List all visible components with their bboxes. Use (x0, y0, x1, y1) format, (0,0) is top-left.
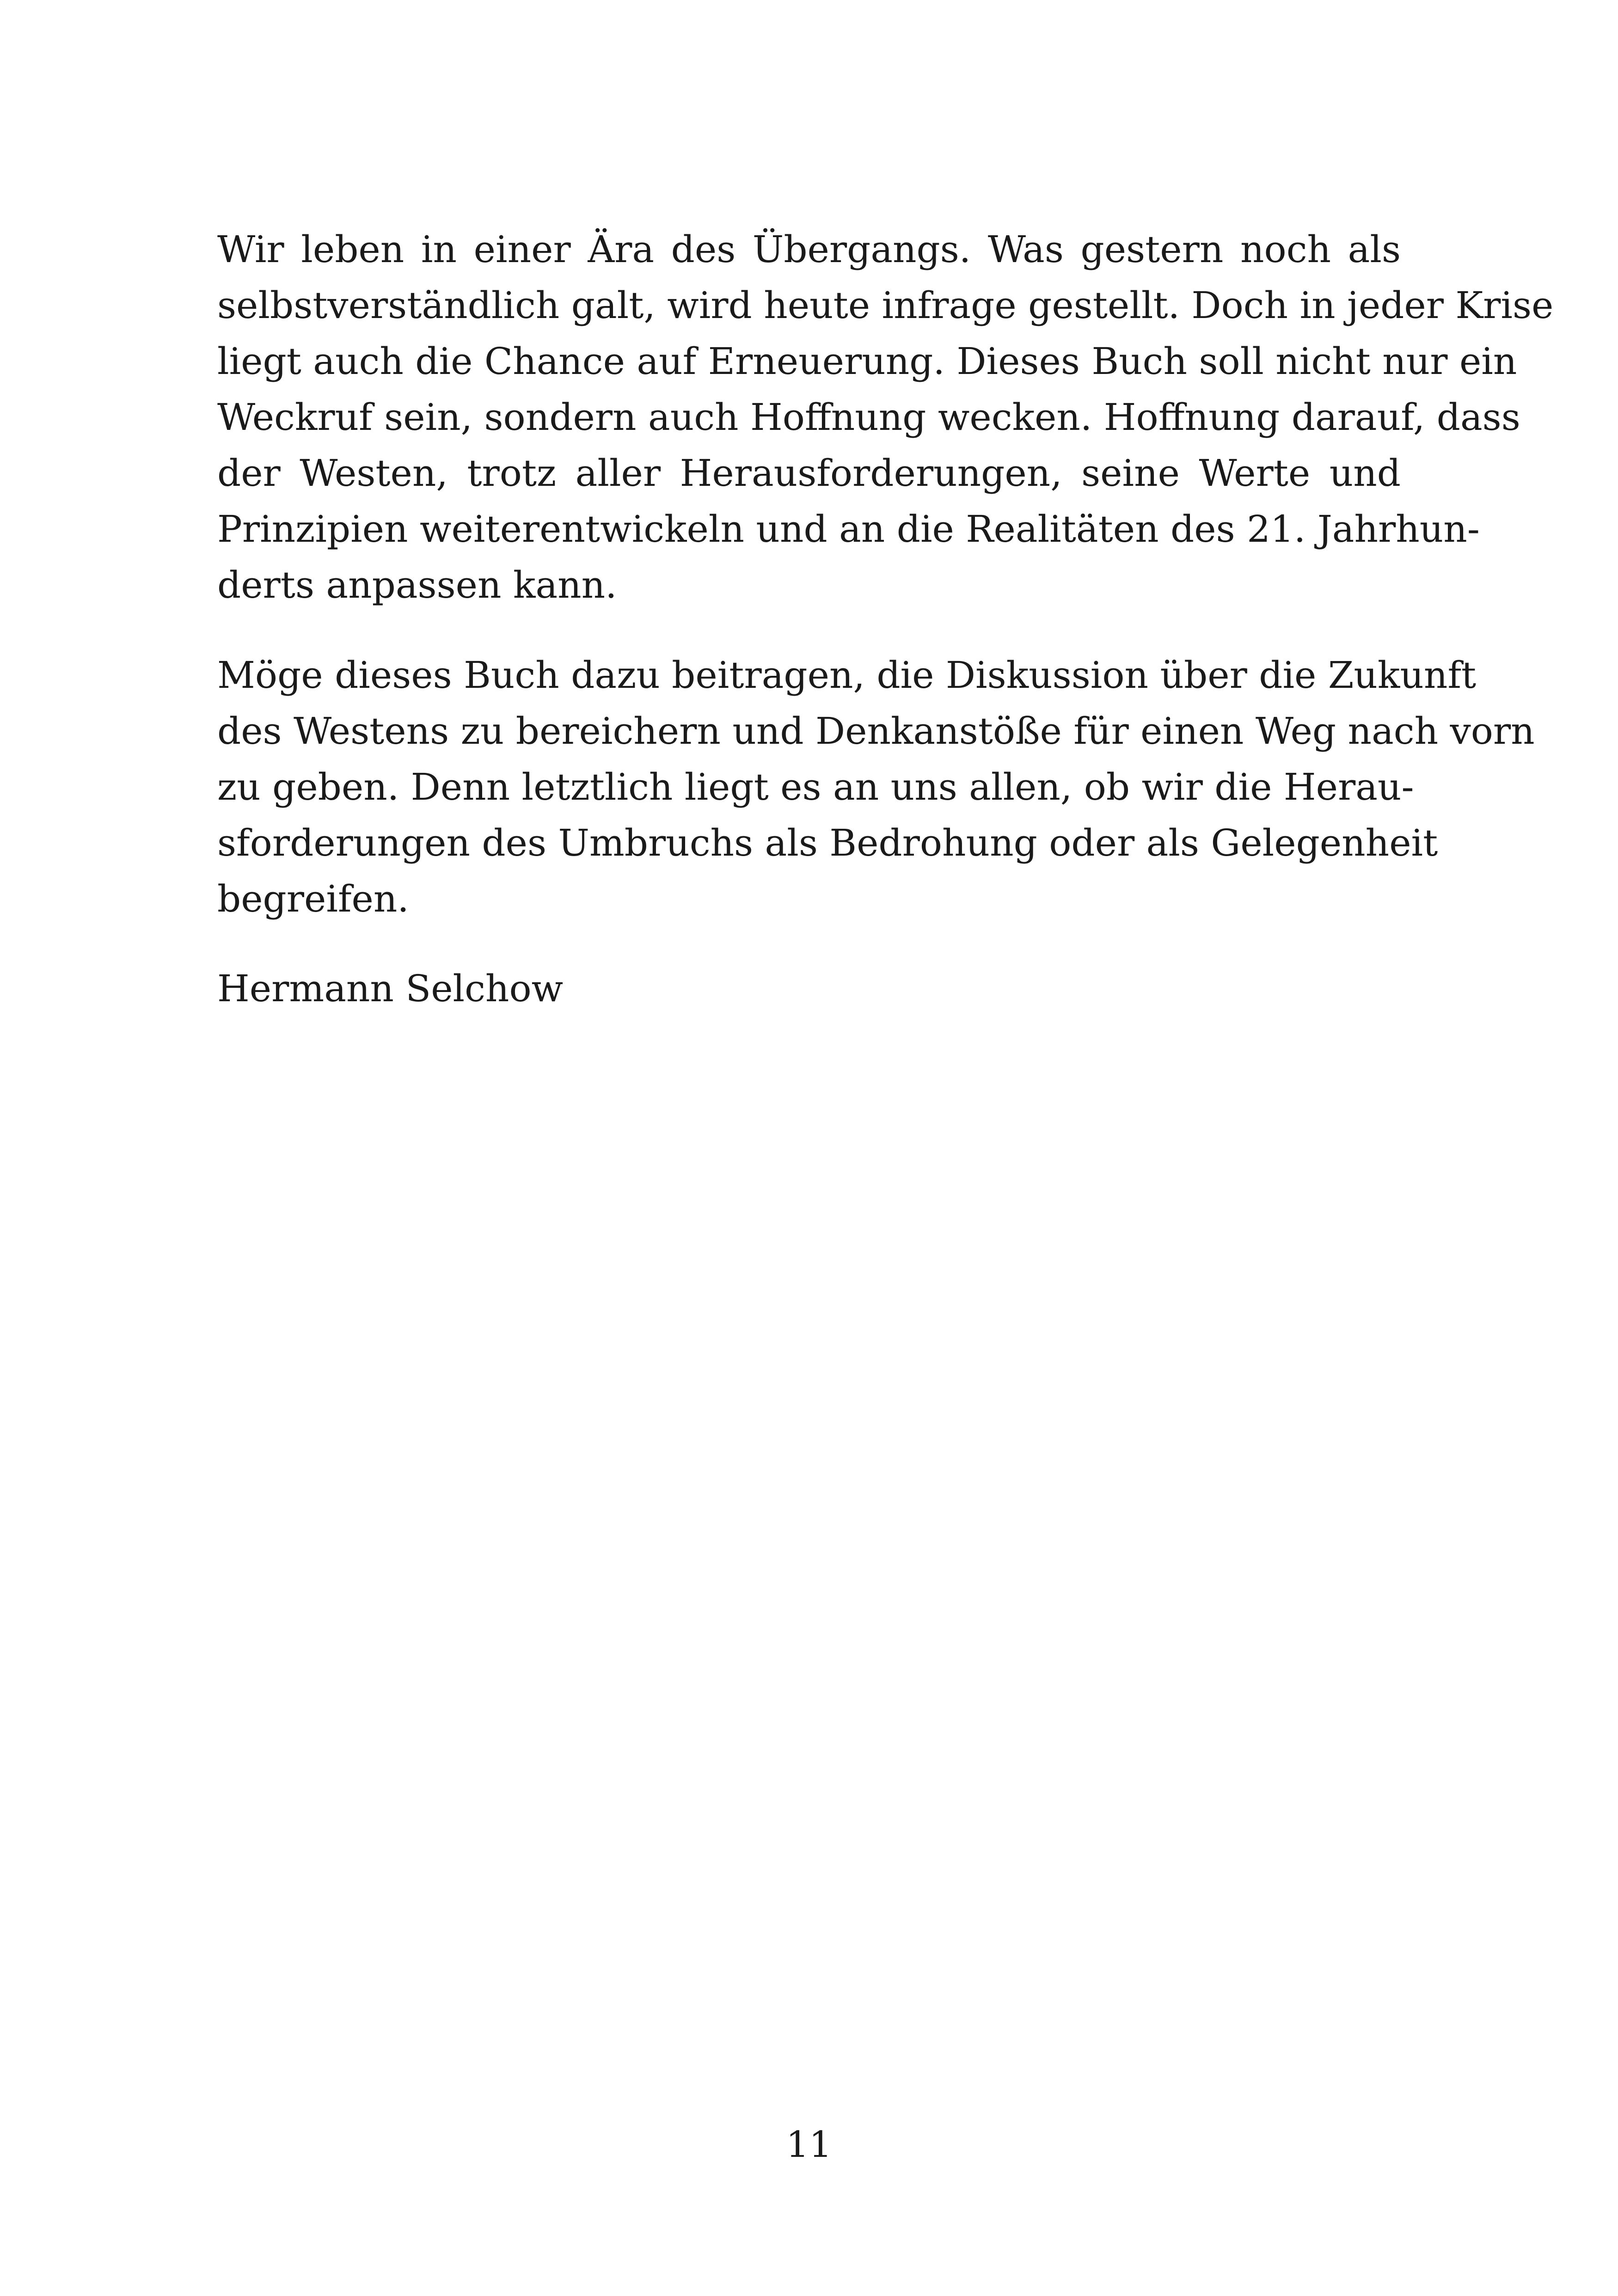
author-signature: Hermann Selchow (217, 967, 564, 1010)
paragraph-1-line-1: Wir leben in einer Ära des Übergangs. Was gestern noch als (217, 228, 1401, 271)
paragraph-2-line-1: Möge dieses Buch dazu beitragen, die Diskussion über die Zukunft (217, 654, 1477, 697)
paragraph-1-line-6: Prinzipien weiterentwickeln und an die Realitäten des 21. Jahrhun- (217, 508, 1480, 551)
paragraph-1-line-2: selbstverständlich galt, wird heute infrage gestellt. Doch in jeder Krise (217, 284, 1554, 327)
paragraph-2-line-2: des Westens zu bereichern und Denkanstöße für einen Weg nach vorn (217, 710, 1535, 753)
paragraph-2-line-4: sforderungen des Umbruchs als Bedrohung oder als Gelegenheit (217, 821, 1438, 864)
paragraph-2-line-3: zu geben. Denn letztlich liegt es an uns allen, ob wir die Herau- (217, 765, 1414, 808)
paragraph-1-line-3: liegt auch die Chance auf Erneuerung. Dieses Buch soll nicht nur ein (217, 340, 1517, 383)
paragraph-1-line-4: Weckruf sein, sondern auch Hoffnung wecken. Hoffnung darauf, dass (217, 396, 1520, 439)
page-number: 11 (786, 2124, 832, 2166)
paragraph-1-line-5: der Westen, trotz aller Herausforderungen, seine Werte und (217, 452, 1401, 495)
paragraph-1-line-7: derts anpassen kann. (217, 563, 617, 606)
paragraph-2-line-5: begreifen. (217, 877, 409, 920)
